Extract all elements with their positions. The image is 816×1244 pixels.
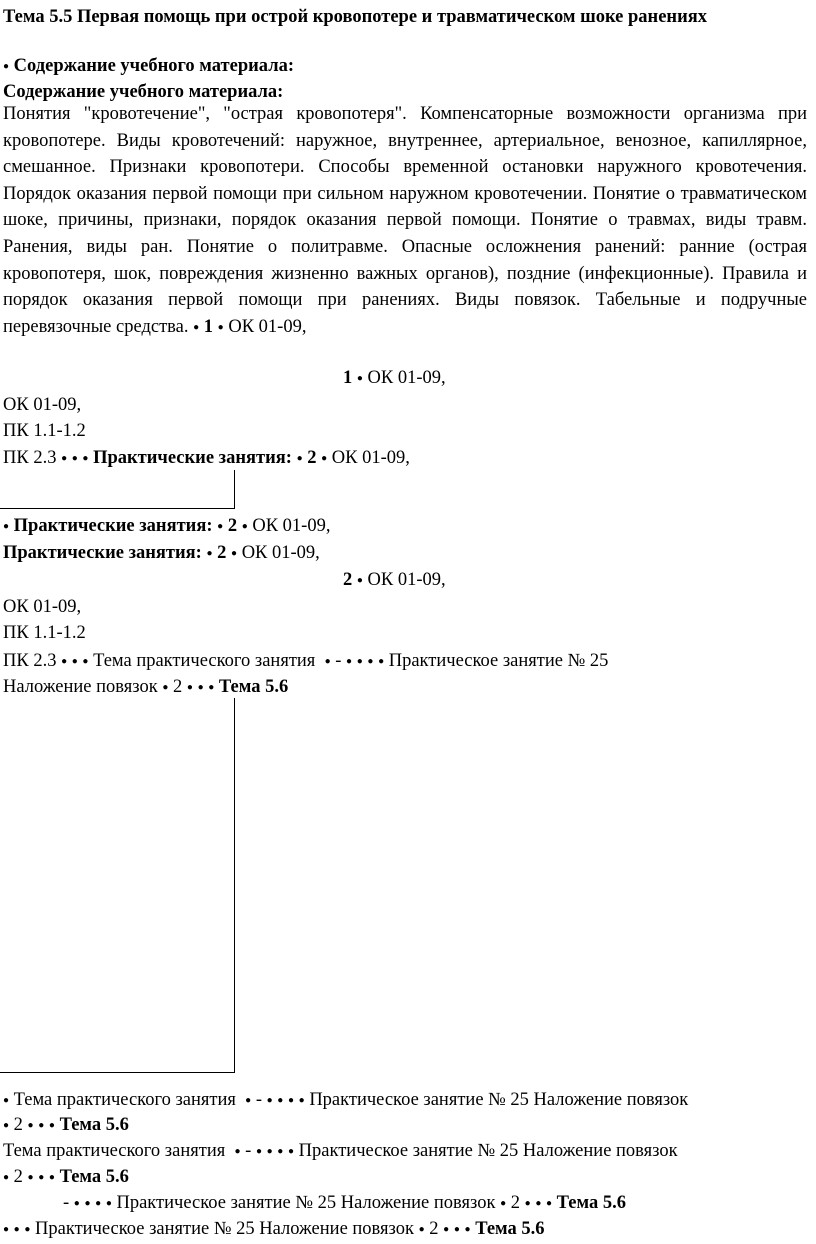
- bullet-icon: ●: [3, 61, 10, 72]
- bullet-icon: ●: [245, 1095, 252, 1106]
- bullet-icon: ●: [241, 521, 248, 532]
- bullet-icon: ●: [3, 1172, 10, 1183]
- bullet-icon: ●: [321, 453, 328, 464]
- bullet-icon: ●: [61, 656, 68, 667]
- practical-row-bulleted: ● Практические занятия: ● 2 ● ОК 01-09,: [3, 516, 331, 536]
- bullet-icon: ●: [234, 1146, 241, 1157]
- section-heading: Содержание учебного материала:: [3, 82, 284, 102]
- bullet-icon: ●: [193, 321, 200, 333]
- bullet-icon: ●: [266, 1146, 273, 1157]
- bullet-icon: ●: [71, 453, 78, 464]
- bullet-icon: ●: [95, 1198, 102, 1209]
- topic-row: ПК 2.3 ● ● ● Тема практического занятия ● - ● ● ● ● Практическое занятие № 25: [3, 651, 609, 671]
- bullet-icon: ●: [27, 1172, 34, 1183]
- bullet-icon: ●: [545, 1198, 553, 1209]
- competence-pk-1: ПК 1.1-1.2: [3, 421, 86, 441]
- competence-pk-1-2: ПК 1.1-1.2: [3, 623, 86, 643]
- bullet-icon: ●: [84, 1198, 91, 1209]
- bullet-icon: ●: [27, 1120, 34, 1131]
- bullet-icon: ●: [82, 453, 89, 464]
- competence-ok: ОК 01-09,: [3, 395, 82, 415]
- competence-pk-2-row: ПК 2.3 ● ● ● Практические занятия: ● 2 ● ОК 01-09,: [3, 448, 410, 468]
- document-title: Тема 5.5 Первая помощь при острой кровопотере и травматическом шоке ранениях: [3, 7, 707, 27]
- bullet-icon: ●: [356, 656, 363, 667]
- bullet-icon: ●: [356, 373, 363, 384]
- next-topic-row: ● 2 ● ● ● Тема 5.6: [3, 1115, 129, 1135]
- bullet-icon: ●: [105, 1198, 112, 1209]
- section-heading-bulleted: ● Содержание учебного материала:: [3, 56, 294, 76]
- bullet-icon: ●: [186, 682, 193, 693]
- final-row: ● ● ● Практическое занятие № 25 Наложение повязок ● 2 ● ● ● Тема 5.6: [3, 1219, 545, 1239]
- bullet-icon: ●: [500, 1198, 507, 1209]
- table-cell-border: [0, 470, 235, 509]
- bullet-icon: ●: [208, 682, 215, 693]
- bullet-icon: ●: [3, 521, 10, 532]
- bullet-icon: ●: [82, 656, 89, 667]
- topic-row-bulleted: ● Тема практического занятия ● - ● ● ● ● Практическое занятие № 25 Наложение повязок: [3, 1090, 689, 1110]
- bullet-icon: ●: [356, 575, 363, 586]
- bullet-icon: ●: [3, 1224, 10, 1235]
- bullet-icon: ●: [277, 1146, 284, 1157]
- bullet-icon: ●: [277, 1095, 284, 1106]
- bullet-icon: ●: [287, 1146, 295, 1157]
- bullet-icon: ●: [443, 1224, 450, 1235]
- bullet-icon: ●: [3, 1120, 10, 1131]
- bullet-icon: ●: [38, 1172, 45, 1183]
- hours-competence-row-2: 2 ● ОК 01-09,: [343, 570, 446, 590]
- bullet-icon: ●: [206, 548, 213, 559]
- bullet-icon: ●: [298, 1095, 305, 1106]
- topic-row-2: Тема практического занятия ● - ● ● ● ● Практическое занятие № 25 Наложение повязок: [3, 1141, 678, 1161]
- bullet-icon: ●: [464, 1224, 471, 1235]
- bullet-icon: ●: [217, 521, 224, 532]
- competence-ok-2: ОК 01-09,: [3, 597, 82, 617]
- practical-row: Практические занятия: ● 2 ● ОК 01-09,: [3, 543, 320, 563]
- dash-row: - ● ● ● ● Практическое занятие № 25 Наложение повязок ● 2 ● ● ● Тема 5.6: [63, 1193, 626, 1213]
- table-cell-border-large: [0, 698, 235, 1073]
- practical-item-row: Наложение повязок ● 2 ● ● ● Тема 5.6: [3, 677, 289, 697]
- bullet-icon: ●: [3, 1095, 10, 1106]
- bullet-icon: ●: [162, 682, 169, 693]
- bullet-icon: ●: [418, 1224, 425, 1235]
- content-paragraph: Понятия "кровотечение", "острая кровопотеря". Компенсаторные возможности организма при кровопотере. Виды кровотечений: наружное, внутреннее, артериальное, венозное, капиллярное, смешанное. Признаки кровопотери. Способы временной остановки наружного кровотечения. Порядок оказания первой помощи при сильном наружном кровотечении. Понятие о травматическом шоке, причины, признаки, порядок оказания первой помощи. Понятие о травмах, виды травм. Ранения, виды ран. Понятие о политравме. Опасные осложнения ранений: ранние (острая кровопотеря, шок, повреждения жизненно важных органов), поздние (инфекционные). Правила и порядок оказания первой помощи при ранениях. Виды повязок. Табельные и подручные перевязочные средства. ● 1 ● ОК 01-09,: [3, 104, 807, 337]
- bullet-icon: ●: [296, 453, 303, 464]
- bullet-icon: ●: [346, 656, 353, 667]
- bullet-icon: ●: [287, 1095, 295, 1106]
- bullet-icon: ●: [73, 1198, 80, 1209]
- bullet-icon: ●: [378, 656, 385, 667]
- bullet-icon: ●: [13, 1224, 20, 1235]
- bullet-icon: ●: [367, 656, 374, 667]
- bullet-icon: ●: [231, 548, 238, 559]
- bullet-icon: ●: [24, 1224, 31, 1235]
- bullet-icon: ●: [535, 1198, 542, 1209]
- bullet-icon: ●: [255, 1146, 262, 1157]
- bullet-icon: ●: [48, 1120, 55, 1131]
- bullet-icon: ●: [524, 1198, 531, 1209]
- bullet-icon: ●: [453, 1224, 460, 1235]
- bullet-icon: ●: [324, 656, 331, 667]
- bullet-icon: ●: [266, 1095, 273, 1106]
- bullet-icon: ●: [38, 1120, 45, 1131]
- bullet-icon: ●: [197, 682, 204, 693]
- bullet-icon: ●: [61, 453, 68, 464]
- next-topic-row-2: ● 2 ● ● ● Тема 5.6: [3, 1167, 129, 1187]
- bullet-icon: ●: [71, 656, 78, 667]
- bullet-icon: ●: [217, 321, 224, 333]
- bullet-icon: ●: [48, 1172, 55, 1183]
- hours-competence-row: 1 ● ОК 01-09,: [343, 368, 446, 388]
